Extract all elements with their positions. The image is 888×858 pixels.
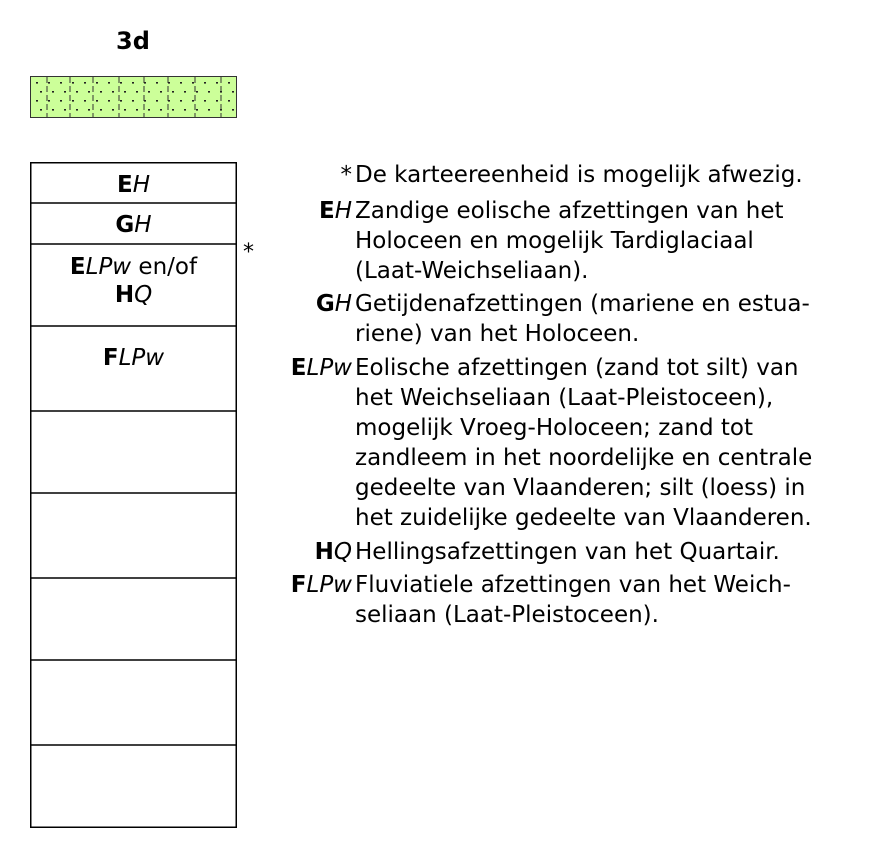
swatch-dot xyxy=(184,109,186,111)
swatch-dot xyxy=(96,82,98,84)
swatch-dot xyxy=(64,91,66,93)
swatch-dot xyxy=(180,100,182,102)
swatch-dot xyxy=(40,109,42,111)
swatch-dot xyxy=(76,109,78,111)
swatch-dot xyxy=(148,91,150,93)
swatch-dot xyxy=(208,109,210,111)
swatch-dot xyxy=(216,82,218,84)
swatch-dot xyxy=(172,91,174,93)
swatch-dot xyxy=(72,100,74,102)
cell-eh: EH xyxy=(116,172,150,198)
swatch-dot xyxy=(84,100,86,102)
swatch-dot xyxy=(96,100,98,102)
swatch-dot xyxy=(192,100,194,102)
swatch-dot xyxy=(120,100,122,102)
swatch-dot xyxy=(72,82,74,84)
swatch-dot xyxy=(160,109,162,111)
swatch-dot xyxy=(40,91,42,93)
swatch-dot xyxy=(136,109,138,111)
swatch-dot xyxy=(204,82,206,84)
swatch-dot xyxy=(144,100,146,102)
swatch-dot xyxy=(124,109,126,111)
swatch-dot xyxy=(52,109,54,111)
swatch-dot xyxy=(112,109,114,111)
swatch-dot xyxy=(144,82,146,84)
swatch-dot xyxy=(84,82,86,84)
swatch-dot xyxy=(108,82,110,84)
swatch-dot xyxy=(172,109,174,111)
swatch-dot xyxy=(160,91,162,93)
cell-gh: GH xyxy=(115,212,152,238)
swatch-dot xyxy=(196,91,198,93)
absent-marker: * xyxy=(243,240,254,265)
legend-code: * xyxy=(340,162,352,188)
swatch-dot xyxy=(168,82,170,84)
swatch-dot xyxy=(48,82,50,84)
legend-description: Getijdenafzettingen (mariene en estua- riene) van het Holoceen. xyxy=(355,291,810,347)
swatch-dot xyxy=(36,100,38,102)
swatch-dot xyxy=(88,109,90,111)
swatch-dot xyxy=(36,82,38,84)
swatch-dot xyxy=(192,82,194,84)
swatch-dot xyxy=(196,109,198,111)
swatch-dot xyxy=(132,100,134,102)
legend-description: Hellingsafzettingen van het Quartair. xyxy=(355,539,780,565)
swatch-dot xyxy=(168,100,170,102)
legend-description: Zandige eolische afzettingen van het Holoceen en mogelijk Tardiglaciaal (Laat-Weichseliaan). xyxy=(355,198,784,284)
legend-code: EH xyxy=(318,198,352,224)
swatch-dot xyxy=(148,109,150,111)
stratigraphic-column xyxy=(30,162,237,828)
swatch-dot xyxy=(124,91,126,93)
swatch-dot xyxy=(232,91,234,93)
swatch-dot xyxy=(76,91,78,93)
swatch-dot xyxy=(100,109,102,111)
swatch-dot xyxy=(232,109,234,111)
swatch-dot xyxy=(132,82,134,84)
legend-description: Fluviatiele afzettingen van het Weich- seliaan (Laat-Pleistoceen). xyxy=(355,572,791,628)
swatch-dot xyxy=(220,109,222,111)
column-title: 3d xyxy=(116,27,150,55)
swatch-dot xyxy=(216,100,218,102)
swatch-dot xyxy=(136,91,138,93)
swatch-dot xyxy=(156,100,158,102)
swatch-dot xyxy=(208,91,210,93)
swatch-dot xyxy=(60,100,62,102)
swatch-dot xyxy=(220,91,222,93)
cell-flpw: FLPw xyxy=(102,345,165,371)
cell-elpw-hq: ELPw en/of HQ xyxy=(69,254,198,308)
swatch-dot xyxy=(60,82,62,84)
swatch-dot xyxy=(100,91,102,93)
swatch-dot xyxy=(88,91,90,93)
legend-description: De karteereenheid is mogelijk afwezig. xyxy=(355,162,803,188)
sediment-pattern-swatch xyxy=(30,76,237,118)
swatch-dot xyxy=(204,100,206,102)
legend-code: GH xyxy=(315,291,352,317)
swatch-dot xyxy=(120,82,122,84)
swatch-dot xyxy=(64,109,66,111)
legend-code: FLPw xyxy=(290,572,352,598)
legend-code: HQ xyxy=(314,539,352,565)
legend-description: Eolische afzettingen (zand tot silt) van het Weichseliaan (Laat-Pleistoceen), mogelijk Vroeg-Holoceen; zand tot zandleem in het noordelijke en centrale gedeelte van Vlaanderen; silt (loess) in het zuidelijke gedeelte van Vlaanderen. xyxy=(355,355,813,531)
swatch-dot xyxy=(112,91,114,93)
swatch-dot xyxy=(180,82,182,84)
swatch-dot xyxy=(108,100,110,102)
swatch-dot xyxy=(228,82,230,84)
swatch-dot xyxy=(48,100,50,102)
swatch-dot xyxy=(156,82,158,84)
swatch-dot xyxy=(184,91,186,93)
legend-code: ELPw xyxy=(290,355,352,381)
swatch-dot xyxy=(228,100,230,102)
swatch-dot xyxy=(52,91,54,93)
